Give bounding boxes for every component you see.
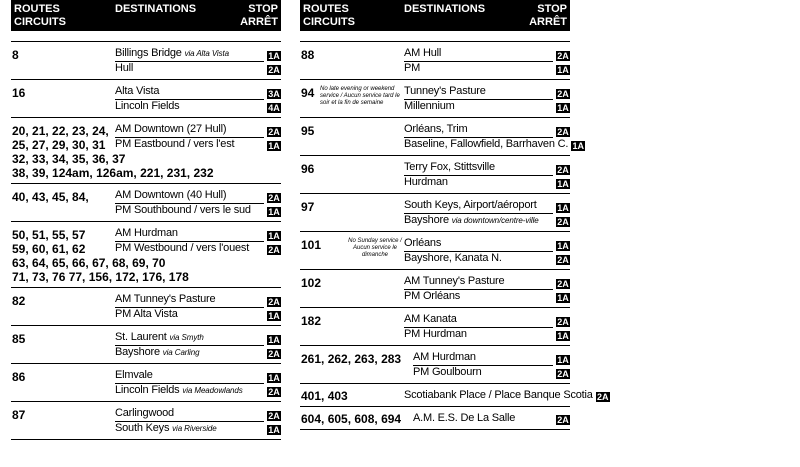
route-list <box>300 41 609 430</box>
route-row <box>11 47 281 62</box>
route-row <box>300 176 570 190</box>
route-numbers-continued: 32, 33, 34, 35, 36, 37 <box>12 152 126 166</box>
route-group <box>11 118 281 184</box>
route-row <box>300 123 570 138</box>
via-note: via Alta Vista <box>184 49 229 58</box>
destination-name: AM Downtown (27 Hull) <box>115 123 227 135</box>
stop-badge: 1A <box>557 65 569 75</box>
route-row <box>300 199 570 214</box>
route-numbers: 8 <box>12 48 19 62</box>
route-row <box>300 328 570 342</box>
destination-cell <box>404 389 593 403</box>
destination-name: AM Tunney's Pasture <box>115 293 216 305</box>
stop-badge: 2A <box>557 89 569 99</box>
right-schedule-panel <box>300 0 609 430</box>
routes-label: ROUTES <box>14 3 60 15</box>
destination-cell <box>404 237 553 252</box>
stop-badge: 2A <box>268 349 280 359</box>
route-row <box>300 366 570 380</box>
destination-name: South Keys, Airport/aéroport <box>404 199 537 211</box>
destination-cell <box>115 123 264 138</box>
route-row <box>300 313 570 328</box>
route-numbers: 86 <box>12 370 26 384</box>
route-row <box>300 62 570 76</box>
destination-cell <box>115 369 264 384</box>
destination-name: PM Goulbourn <box>413 366 482 378</box>
route-group <box>300 232 570 270</box>
stop-badge: 1A <box>557 103 569 113</box>
via-note: via Meadowlands <box>182 386 243 395</box>
stop-badge: 2A <box>557 255 569 265</box>
destinations-header: DESTINATIONS <box>404 3 486 15</box>
table-header <box>11 0 281 31</box>
destination-name: AM Hull <box>404 47 442 59</box>
stop-badge: 1A <box>268 207 280 217</box>
route-group <box>11 402 281 440</box>
stop-badge: 1A <box>268 335 280 345</box>
destination-name: AM Hurdman <box>413 351 476 363</box>
destination-cell <box>404 47 553 62</box>
stop-badge: 1A <box>557 241 569 251</box>
destination-cell <box>404 214 553 228</box>
destination-name: Bayshore <box>404 214 449 226</box>
via-note: via Carling <box>162 348 200 357</box>
stop-badge: 2A <box>268 387 280 397</box>
service-note: No Sunday service / Aucun service le dimanche <box>348 238 402 258</box>
route-numbers: 50, 51, 55, 57 <box>12 228 86 242</box>
route-group <box>11 326 281 364</box>
destination-cell <box>404 123 553 138</box>
destination-cell <box>413 412 553 426</box>
route-row <box>11 422 281 436</box>
destination-name: Orléans <box>404 237 442 249</box>
route-row <box>11 293 281 308</box>
route-row <box>300 214 570 228</box>
destination-name: Lincoln Fields <box>115 100 180 112</box>
destination-name: PM Orléans <box>404 290 461 302</box>
destination-name: AM Downtown (40 Hull) <box>115 189 227 201</box>
route-group <box>300 384 609 407</box>
route-numbers: 401, 403 <box>301 389 348 403</box>
destinations-header: DESTINATIONS <box>115 3 197 15</box>
destination-cell <box>115 204 264 218</box>
route-row <box>300 275 570 290</box>
destination-name: Elmvale <box>115 369 153 381</box>
destination-cell <box>404 138 568 152</box>
route-numbers-continued: 38, 39, 124am, 126am, 221, 231, 232 <box>12 166 214 180</box>
destination-name: Billings Bridge <box>115 47 182 59</box>
route-numbers: 20, 21, 22, 23, 24, <box>12 124 109 138</box>
route-group <box>300 270 570 308</box>
route-row <box>11 384 281 398</box>
destination-cell <box>115 242 264 256</box>
route-numbers-continued: 71, 73, 76 77, 156, 172, 176, 178 <box>12 270 189 284</box>
stop-badge: 1A <box>268 425 280 435</box>
route-row <box>11 346 281 360</box>
destination-cell <box>404 100 553 114</box>
route-numbers: 85 <box>12 332 26 346</box>
route-numbers: 96 <box>301 162 315 176</box>
destination-cell <box>404 85 553 100</box>
stop-badge: 3A <box>268 89 280 99</box>
route-row <box>11 123 281 138</box>
stop-badge: 1A <box>268 373 280 383</box>
destination-cell <box>115 138 264 152</box>
destination-name: AM Tunney's Pasture <box>404 275 505 287</box>
stop-badge: 1A <box>557 179 569 189</box>
stop-badge: 2A <box>268 65 280 75</box>
table-header <box>300 0 570 31</box>
route-row <box>300 161 570 176</box>
destination-name: Hurdman <box>404 176 448 188</box>
route-numbers: 102 <box>301 276 322 290</box>
route-numbers: 40, 43, 45, 84, <box>12 190 89 204</box>
route-list <box>11 41 281 440</box>
stop-header <box>529 3 567 29</box>
route-row <box>11 204 281 218</box>
route-group <box>300 346 570 384</box>
route-group <box>11 42 281 80</box>
route-row <box>11 227 281 242</box>
stop-badge: 1A <box>557 355 569 365</box>
route-group <box>11 288 281 326</box>
route-numbers: 25, 27, 29, 30, 31 <box>12 138 106 152</box>
destination-name: AM Hurdman <box>115 227 178 239</box>
stop-badge: 2A <box>557 317 569 327</box>
via-note: via Smyth <box>169 333 204 342</box>
stop-badge: 2A <box>557 127 569 137</box>
route-group <box>300 80 570 118</box>
route-row <box>11 407 281 422</box>
destination-cell <box>115 422 264 436</box>
destination-cell <box>115 346 264 360</box>
destination-name: Bayshore <box>115 346 160 358</box>
route-group <box>11 184 281 222</box>
route-row <box>300 47 570 62</box>
route-group <box>300 118 584 156</box>
destination-name: AM Kanata <box>404 313 457 325</box>
destination-cell <box>115 189 264 204</box>
stop-badge: 4A <box>268 103 280 113</box>
route-numbers: 95 <box>301 124 315 138</box>
route-numbers: 88 <box>301 48 315 62</box>
routes-header <box>303 3 355 29</box>
route-row <box>11 331 281 346</box>
route-numbers: 97 <box>301 200 315 214</box>
stop-badge: 1A <box>572 141 584 151</box>
route-row <box>11 138 281 152</box>
route-numbers: 94 <box>301 86 315 100</box>
route-row <box>300 389 609 403</box>
destination-cell <box>115 62 264 76</box>
destination-name: Carlingwood <box>115 407 174 419</box>
destination-cell <box>115 47 264 62</box>
destination-name: Terry Fox, Stittsville <box>404 161 495 173</box>
destination-cell <box>115 100 264 114</box>
destination-name: Scotiabank Place / Place Banque Scotia <box>404 389 593 401</box>
route-group <box>300 308 570 346</box>
routes-header <box>14 3 66 29</box>
via-note: via Riverside <box>172 424 217 433</box>
route-row <box>11 308 281 322</box>
destination-name: St. Laurent <box>115 331 167 343</box>
stop-badge: 1A <box>268 51 280 61</box>
stop-badge: 1A <box>268 231 280 241</box>
destination-cell <box>115 308 264 322</box>
routes-label: ROUTES <box>303 3 349 15</box>
destination-cell <box>413 366 553 380</box>
stop-badge: 2A <box>557 415 569 425</box>
destination-name: PM Westbound / vers l'ouest <box>115 242 250 254</box>
route-row <box>300 412 570 426</box>
route-row <box>11 62 281 76</box>
destination-cell <box>404 275 553 290</box>
stop-badge: 2A <box>557 217 569 227</box>
route-row <box>300 290 570 304</box>
destination-cell <box>404 199 553 214</box>
route-numbers: 87 <box>12 408 26 422</box>
stop-header <box>240 3 278 29</box>
stop-badge: 2A <box>268 297 280 307</box>
destination-name: Bayshore, Kanata N. <box>404 252 502 264</box>
circuits-label: CIRCUITS <box>14 16 66 28</box>
route-row <box>300 351 570 366</box>
route-numbers: 182 <box>301 314 322 328</box>
arret-label: ARRÊT <box>240 16 278 28</box>
stop-badge: 1A <box>268 311 280 321</box>
route-group <box>300 407 570 430</box>
stop-badge: 2A <box>557 279 569 289</box>
route-group <box>11 222 281 288</box>
route-row <box>11 189 281 204</box>
destination-name: A.M. E.S. De La Salle <box>413 412 516 424</box>
stop-badge: 2A <box>557 165 569 175</box>
destination-cell <box>404 328 553 342</box>
route-numbers: 59, 60, 61, 62 <box>12 242 86 256</box>
destination-name: Hull <box>115 62 134 74</box>
stop-badge: 2A <box>596 392 609 402</box>
stop-badge: 2A <box>557 369 569 379</box>
route-row <box>11 85 281 100</box>
route-numbers: 16 <box>12 86 26 100</box>
route-numbers: 604, 605, 608, 694 <box>301 412 402 426</box>
destination-name: PM Eastbound / vers l'est <box>115 138 235 150</box>
destination-cell <box>115 85 264 100</box>
destination-cell <box>115 331 264 346</box>
route-group <box>300 194 570 232</box>
route-numbers: 101 <box>301 238 322 252</box>
route-numbers-continued: 63, 64, 65, 66, 67, 68, 69, 70 <box>12 256 166 270</box>
route-row <box>11 100 281 114</box>
stop-badge: 2A <box>268 245 280 255</box>
circuits-label: CIRCUITS <box>303 16 355 28</box>
destination-cell <box>115 384 264 398</box>
stop-badge: 1A <box>557 203 569 213</box>
destination-name: PM Southbound / vers le sud <box>115 204 251 216</box>
destination-name: PM Hurdman <box>404 328 467 340</box>
destination-name: Orléans, Trim <box>404 123 468 135</box>
destination-name: Alta Vista <box>115 85 160 97</box>
destination-name: PM <box>404 62 421 74</box>
destination-name: PM Alta Vista <box>115 308 178 320</box>
arret-label: ARRÊT <box>529 16 567 28</box>
route-group <box>11 80 281 118</box>
service-note: No late evening or weekend service / Aucun service tard le soir et la fin de semaine <box>320 86 400 106</box>
stop-badge: 1A <box>268 141 280 151</box>
stop-badge: 2A <box>268 411 280 421</box>
destination-cell <box>115 227 264 242</box>
destination-name: Millennium <box>404 100 455 112</box>
stop-badge: 2A <box>557 51 569 61</box>
destination-cell <box>404 62 553 76</box>
destination-cell <box>413 351 553 366</box>
route-group <box>11 364 281 402</box>
destination-cell <box>115 293 264 308</box>
stop-label: STOP <box>248 3 278 15</box>
route-row <box>300 138 584 152</box>
route-group <box>300 42 570 80</box>
stop-badge: 1A <box>557 331 569 341</box>
destination-name: Tunney's Pasture <box>404 85 486 97</box>
stop-label: STOP <box>537 3 567 15</box>
destination-cell <box>404 176 553 190</box>
destination-cell <box>404 252 553 266</box>
route-row <box>11 369 281 384</box>
route-row <box>11 242 281 256</box>
destination-cell <box>404 290 553 304</box>
destination-name: South Keys <box>115 422 170 434</box>
stop-badge: 2A <box>268 193 280 203</box>
via-note: via downtown/centre-ville <box>451 216 539 225</box>
route-numbers: 82 <box>12 294 26 308</box>
stop-badge: 1A <box>557 293 569 303</box>
route-group <box>300 156 570 194</box>
destination-name: Lincoln Fields <box>115 384 180 396</box>
destination-cell <box>404 313 553 328</box>
route-numbers: 261, 262, 263, 283 <box>301 352 402 366</box>
destination-cell <box>404 161 553 176</box>
destination-name: Baseline, Fallowfield, Barrhaven C. <box>404 138 569 150</box>
destination-cell <box>115 407 264 422</box>
left-schedule-panel <box>11 0 281 440</box>
stop-badge: 2A <box>268 127 280 137</box>
